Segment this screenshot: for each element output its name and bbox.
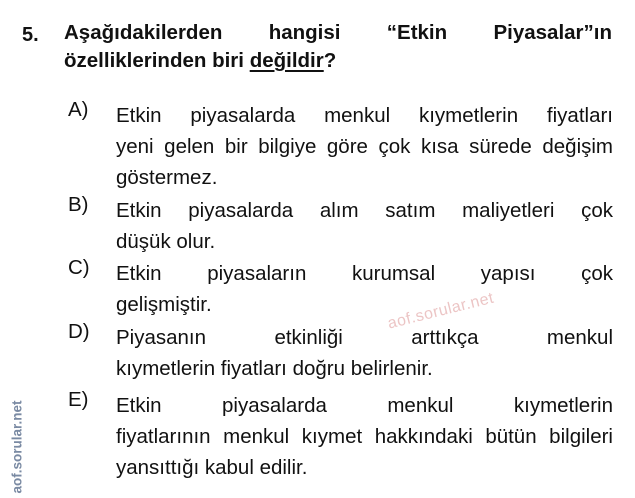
question-mark: ? (323, 49, 337, 72)
option-text-a-line1: Etkin piyasalarda menkul kıymetlerin fiyatları (116, 104, 613, 127)
option-text-d (116, 322, 613, 384)
option-text-c (116, 258, 613, 320)
question-stem (64, 19, 612, 75)
option-b[interactable] (68, 195, 613, 257)
question-stem-text: Aşağıdakilerden hangisi “Etkin Piyasalar”ın özelliklerinden biri (64, 21, 612, 72)
option-text-e (116, 390, 613, 483)
option-text-a-rest: yeni gelen bir bilgiye göre çok kısa sürede değişim göstermez. (116, 135, 613, 189)
option-text-c-line1: Etkin piyasaların kurumsal yapısı çok (116, 262, 613, 285)
option-letter-b: B) (68, 193, 89, 216)
option-text-a (116, 100, 613, 193)
option-text-b-line1: Etkin piyasalarda alım satım maliyetleri çok (116, 199, 613, 222)
option-text-e-rest: fiyatlarının menkul kıymet hakkındaki bütün bilgileri yansıttığı kabul edilir. (116, 425, 613, 479)
option-letter-d: D) (68, 320, 90, 343)
option-letter-a: A) (68, 98, 89, 121)
option-letter-e: E) (68, 388, 89, 411)
option-text-d-line1: Piyasanın etkinliği arttıkça menkul (116, 326, 613, 349)
option-text-e-line1: Etkin piyasalarda menkul kıymetlerin (116, 394, 613, 417)
option-d[interactable] (68, 322, 613, 384)
option-text-b-rest: düşük olur. (116, 230, 216, 253)
option-letter-c: C) (68, 256, 90, 279)
option-text-b (116, 195, 613, 257)
option-text-c-rest: gelişmiştir. (116, 293, 212, 316)
watermark-side: aof.sorular.net (9, 400, 25, 494)
question-number: 5. (22, 24, 39, 46)
option-a[interactable] (68, 100, 613, 193)
option-text-d-rest: kıymetlerin fiyatları doğru belirlenir. (116, 357, 433, 380)
option-e[interactable] (68, 390, 613, 483)
option-c[interactable] (68, 258, 613, 320)
watermark-center: aof.sorular.net (386, 289, 496, 333)
question-negation-word: değildir (249, 49, 324, 72)
